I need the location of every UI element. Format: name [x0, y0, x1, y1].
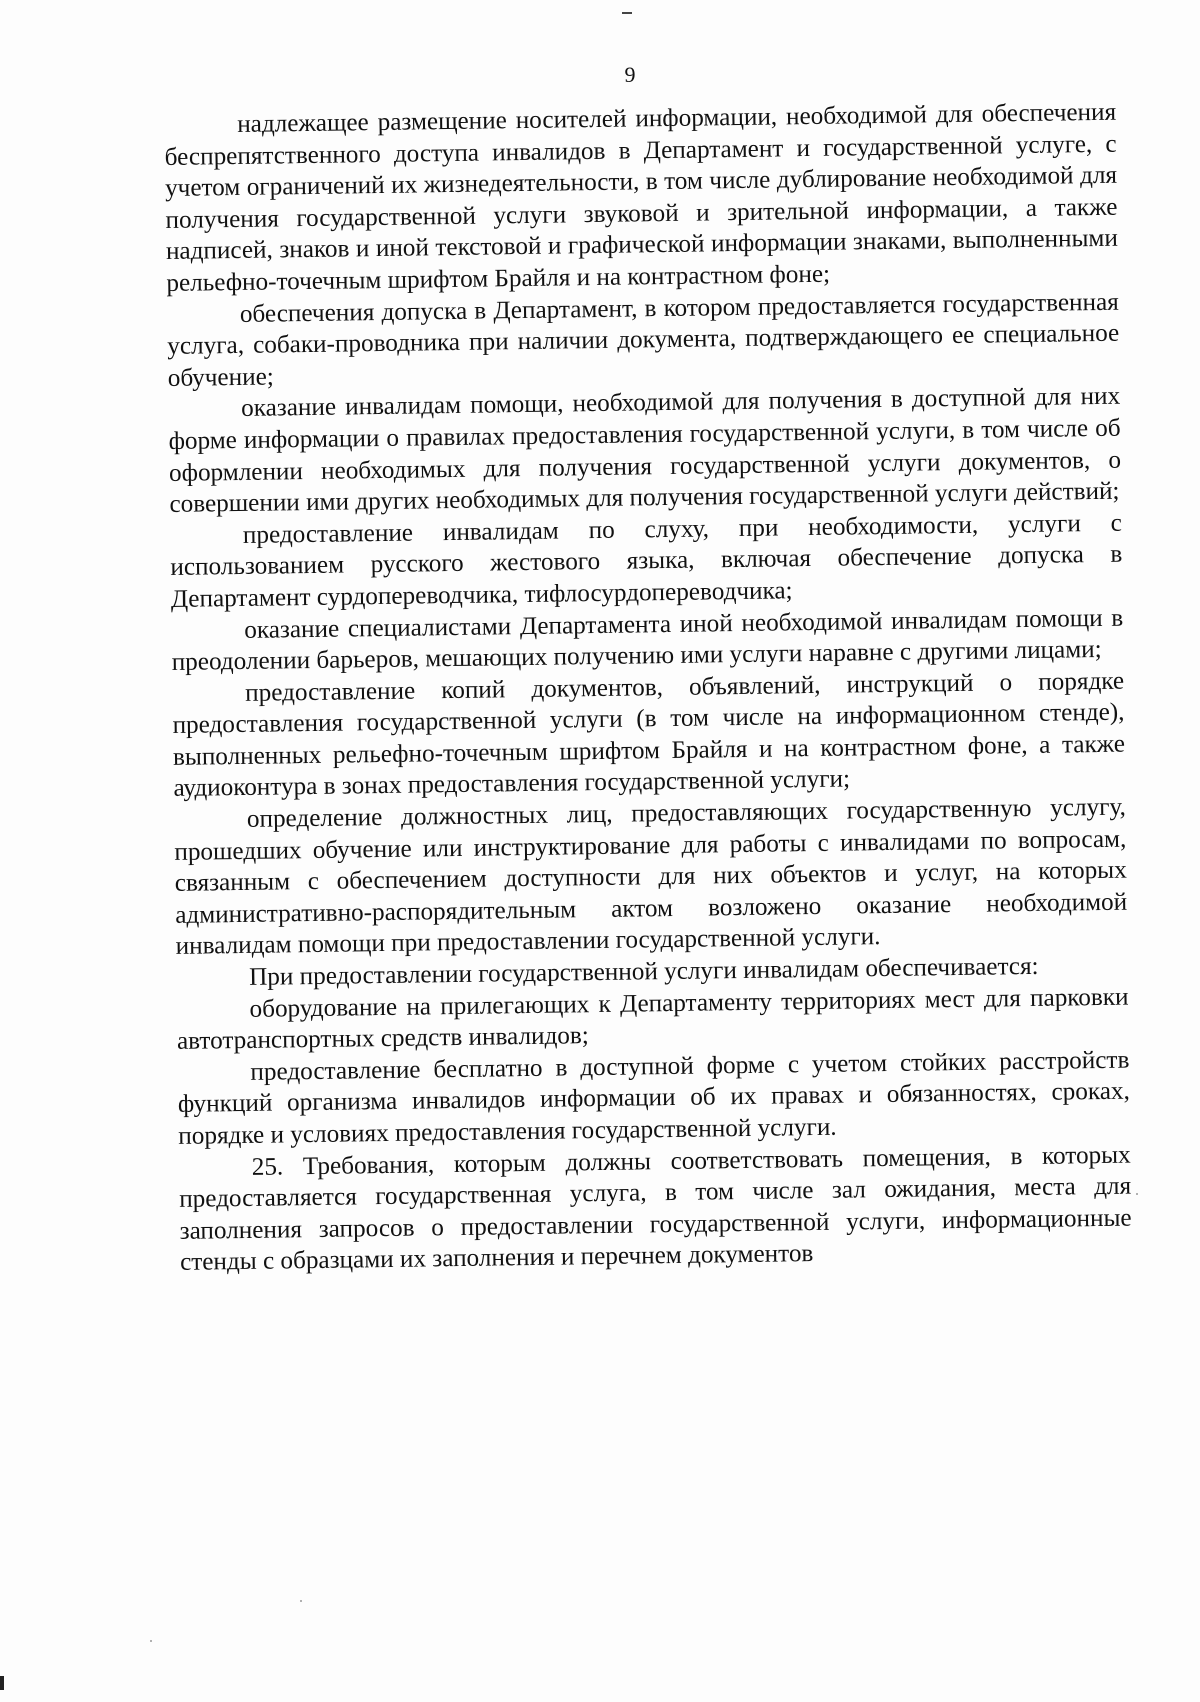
- paragraph-responsible-officials: определение должностных лиц, предоставляющих государственную услугу, прошедших обучение или инструктирование для работы с инвалидами по вопросам, связанным с обеспечением доступности для них объектов и услуг, на которых административно-распорядительным актом возложено оказание необходимой инвалидам помощи при предоставлении государственной услуги.: [174, 793, 1128, 961]
- paragraph-sign-language: предоставление инвалидам по слуху, при необходимости, услуги с использованием русского жестового языка, включая обеспечение допуска в Департамент сурдопереводчика, тифлосурдопереводчика;: [170, 509, 1123, 613]
- paragraph-parking: оборудование на прилегающих к Департаменту территориях мест для парковки автотранспортных средств инвалидов;: [176, 983, 1129, 1056]
- paragraph-free-information: предоставление бесплатно в доступной форме с учетом стойких расстройств функций организма инвалидов информации об их правах и обязанностях, сроках, порядке и условиях предоставления государственной услуги.: [177, 1046, 1130, 1150]
- paragraph-assistance-info: оказание инвалидам помощи, необходимой для получения в доступной для них форме информации о правилах предоставления государственной услуги, в том числе об оформлении необходимых для получения государственной услуги документов, о совершении ими других необходимых для получения государственной услуги действий;: [168, 383, 1122, 519]
- document-body: [164, 97, 1132, 1279]
- scan-speck: [150, 1640, 152, 1642]
- paragraph-guide-dog: обеспечения допуска в Департамент, в котором предоставляется государственная услуга, собаки-проводника при наличии документа, подтверждающего ее специальное обучение;: [167, 288, 1120, 392]
- paragraph-provision-intro: При предоставлении государственной услуги инвалидам обеспечивается:: [248, 952, 1039, 991]
- paragraph-signage: надлежащее размещение носителей информации, необходимой для обеспечения беспрепятственного доступа инвалидов в Департамент и государственной услуге, с учетом ограничений их жизнедеятельности, в том числе дублирование необходимой для получения государственной услуги звуковой и зрительной информации, а также надписей, знаков и иной текстовой и графической информации знаками, выполненными рельефно-точечным шрифтом Брайля и на контрастном фоне;: [164, 98, 1119, 297]
- page-number: 9: [624, 62, 636, 87]
- scan-mark-edge: [0, 1676, 4, 1690]
- scan-speck: [1136, 1193, 1138, 1195]
- paragraph-clause-25: 25. Требования, которым должны соответствовать помещения, в которых предоставляется государственная услуга, в том числе зал ожидания, места для заполнения запросов о предоставлении государственной услуги, информационные стенды с образцами их заполнения и перечнем документов: [179, 1141, 1132, 1277]
- paragraph-braille-copies: предоставление копий документов, объявлений, инструкций о порядке предоставления государственной услуги (в том числе на информационном стенде), выполненных рельефно-точечным шрифтом Брайля и на контрастном фоне, а также аудиоконтура в зонах предоставления государственной услуги;: [172, 667, 1126, 803]
- scan-mark-top: [622, 12, 632, 14]
- scan-speck: [300, 1600, 302, 1602]
- paragraph-specialist-help: оказание специалистами Департамента иной необходимой инвалидам помощи в преодолении барьеров, мешающих получению ими услуги наравне с другими лицами;: [171, 604, 1124, 677]
